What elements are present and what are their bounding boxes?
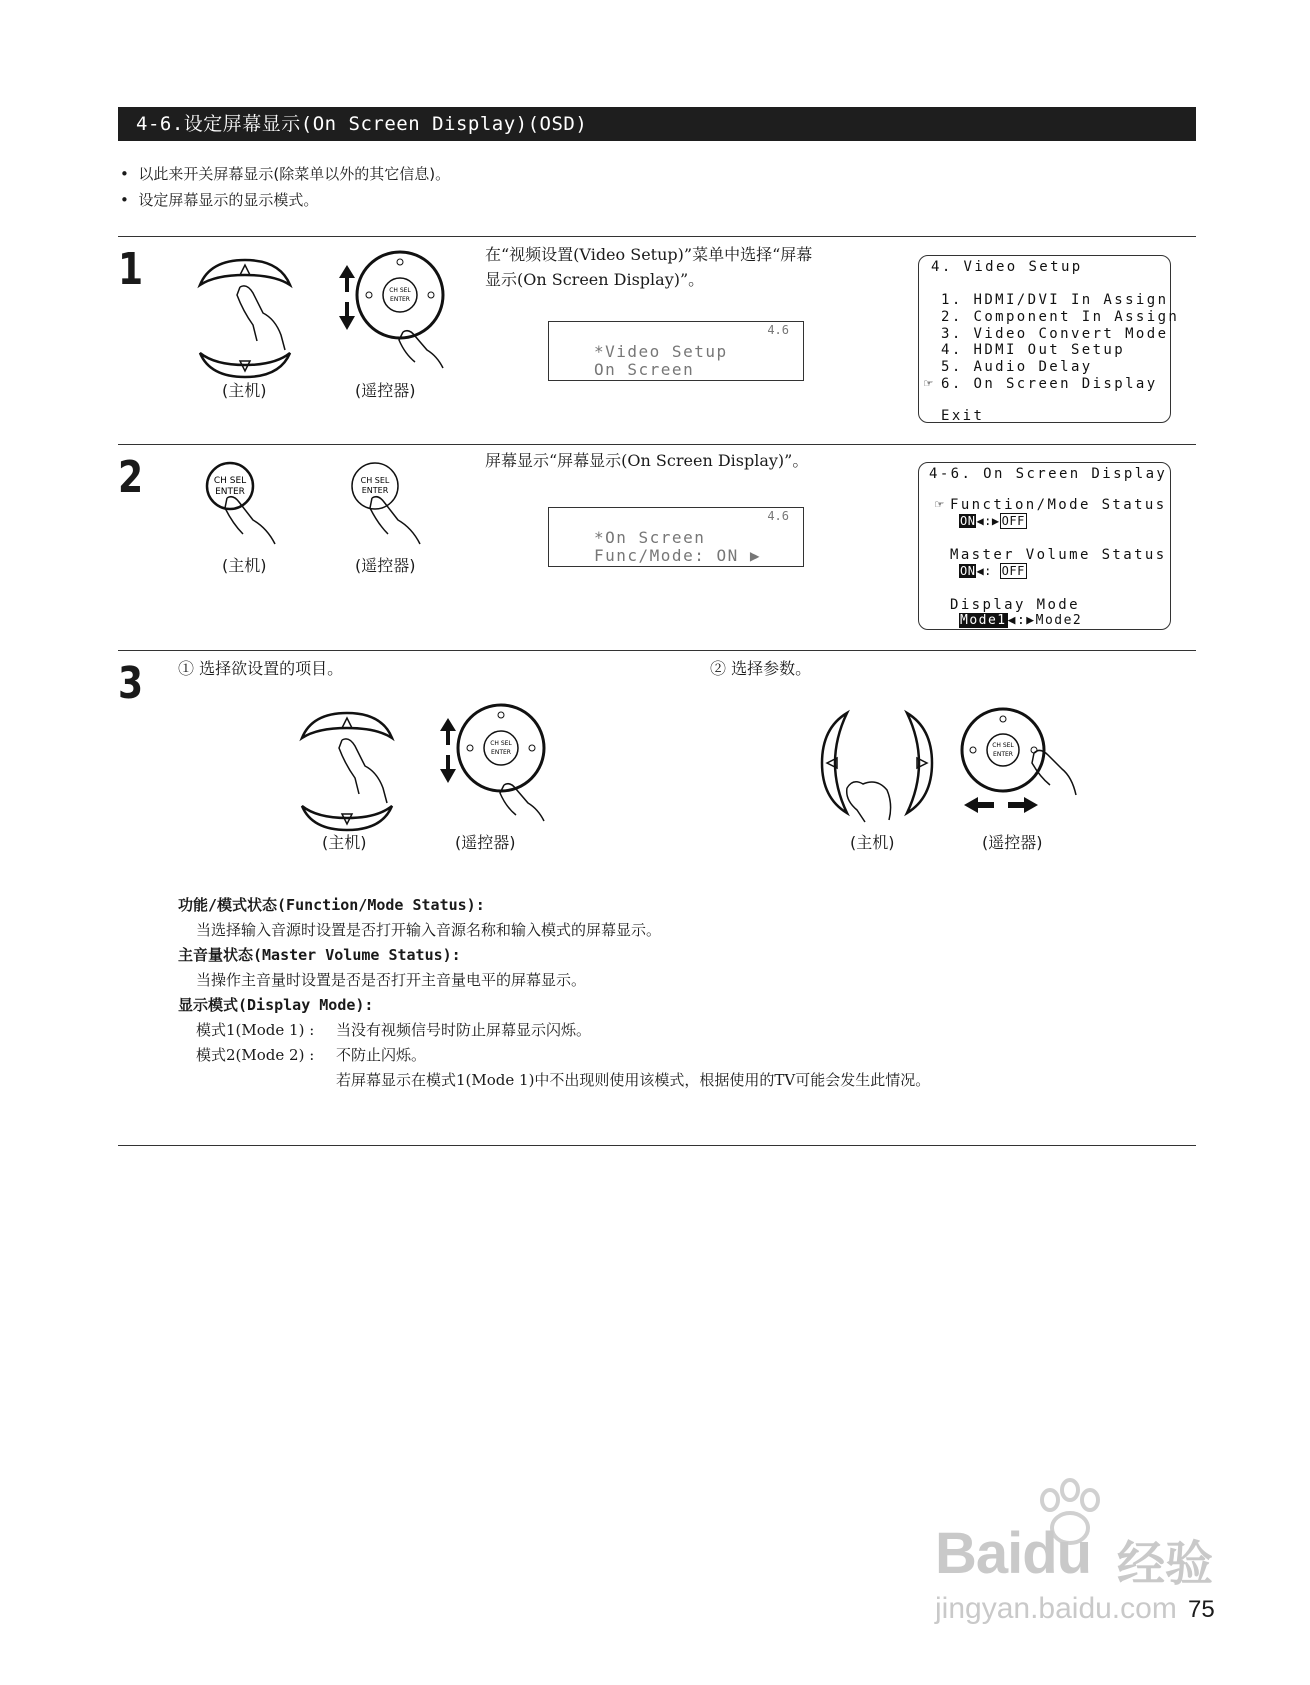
selector-arrows-icon: ◀:▶ (976, 514, 1000, 528)
note-body: 当操作主音量时设置是否是否打开主音量电平的屏幕显示。 (196, 971, 587, 989)
option-on-selected: ON (960, 514, 976, 528)
ch-sel-text: CH SEL (213, 476, 247, 486)
caption-main-unit: (主机) (322, 833, 367, 852)
osd-display-mode-options (959, 613, 1082, 628)
option-mode2: Mode2 (1035, 613, 1083, 628)
step-description (485, 242, 812, 292)
note-mode1-row (178, 1018, 930, 1043)
caption-main-unit: (主机) (850, 833, 895, 852)
note-heading: 主音量状态(Master Volume Status): (178, 946, 461, 964)
divider (118, 650, 1196, 651)
note-mode-text: 不防止闪烁。 (336, 1046, 427, 1064)
intro-bullet-1: • 以此来开关屏幕显示(除菜单以外的其它信息)。 (120, 165, 451, 183)
step3-sub-instruction-2: ② 选择参数。 (710, 659, 812, 678)
osd-menu-item: 4. HDMI Out Setup (941, 342, 1126, 358)
note-heading: 功能/模式状态(Function/Mode Status): (178, 896, 485, 914)
watermark-brand: Baidu (935, 1521, 1092, 1586)
remote-updown-illustration (335, 250, 455, 375)
selector-arrows-icon: ◀: (976, 564, 992, 578)
osd-title: 4-6. On Screen Display (929, 466, 1168, 482)
page-number: 75 (1188, 1596, 1215, 1623)
divider (118, 236, 1196, 237)
main-unit-leftright-buttons-illustration (817, 708, 937, 828)
intro-bullet-text: 以此来开关屏幕显示(除菜单以外的其它信息)。 (138, 165, 451, 183)
osd-menu-item: 5. Audio Delay (941, 359, 1093, 375)
lcd-line: Func/Mode: ON ▶ (594, 546, 761, 565)
caption-remote: (遥控器) (455, 833, 516, 852)
option-off: OFF (1001, 514, 1025, 528)
note-mode2-row (178, 1043, 930, 1068)
divider (118, 444, 1196, 445)
osd-exit: Exit (941, 408, 985, 424)
intro-bullet-text: 设定屏幕显示的显示模式。 (138, 191, 319, 209)
osd-title: 4. Video Setup (931, 259, 1083, 275)
osd-func-mode-label: Function/Mode Status (950, 497, 1167, 513)
lcd-line: *On Screen (594, 528, 706, 547)
step-number: 3 (118, 658, 144, 709)
notes-section (178, 893, 930, 1093)
section-title: 4-6.设定屏幕显示(On Screen Display)(OSD) (118, 107, 1196, 141)
note-heading: 显示模式(Display Mode): (178, 996, 374, 1014)
desc-line: 在“视频设置(Video Setup)”菜单中选择“屏幕 (485, 245, 813, 264)
ch-sel-text: CH SEL (389, 287, 411, 294)
osd-func-mode-options (959, 514, 1027, 528)
lcd-code: 4.6 (767, 323, 789, 337)
intro-bullet-2: • 设定屏幕显示的显示模式。 (120, 191, 319, 209)
enter-text: ENTER (361, 486, 389, 495)
step3-sub-instruction-1: ① 选择欲设置的项目。 (178, 659, 344, 678)
caption-remote: (遥控器) (355, 556, 416, 575)
front-display-lcd (548, 321, 804, 381)
enter-text: ENTER (993, 751, 1013, 758)
remote-leftright-illustration (958, 705, 1083, 825)
desc-line: 显示(On Screen Display)”。 (485, 270, 705, 289)
lcd-line: On Screen (594, 360, 695, 379)
note-mode-label: 模式1(Mode 1) : (196, 1021, 315, 1039)
osd-menu-item-selected: 6. On Screen Display (941, 376, 1158, 392)
selector-arrows-icon: ◀:▶ (1007, 613, 1036, 628)
note-mode-text: 当没有视频信号时防止屏幕显示闪烁。 (336, 1021, 592, 1039)
option-on-selected: ON (960, 564, 976, 578)
osd-display-mode-label: Display Mode (950, 597, 1080, 613)
enter-text: ENTER (215, 487, 245, 497)
osd-master-volume-options (959, 564, 1027, 578)
front-display-lcd (548, 507, 804, 567)
step-description: 屏幕显示“屏幕显示(On Screen Display)”。 (485, 451, 809, 470)
divider (118, 1145, 1196, 1146)
ch-sel-text: CH SEL (490, 740, 512, 747)
note-extra: 若屏幕显示在模式1(Mode 1)中不出现则使用该模式，根据使用的TV可能会发生此情况。 (336, 1071, 931, 1089)
osd-menu-item: 2. Component In Assign (941, 309, 1180, 325)
note-body: 当选择输入音源时设置是否打开输入音源名称和输入模式的屏幕显示。 (196, 921, 662, 939)
osd-menu-item: 3. Video Convert Mode (941, 326, 1169, 342)
option-mode1-selected: Mode1 (960, 613, 1007, 628)
main-unit-updown-buttons-illustration (195, 255, 295, 395)
caption-main-unit: (主机) (222, 381, 267, 400)
option-off: OFF (1001, 564, 1025, 578)
note-mode-label: 模式2(Mode 2) : (196, 1046, 315, 1064)
enter-text: ENTER (390, 296, 410, 303)
main-unit-enter-button-illustration (205, 458, 290, 548)
step-number: 2 (118, 452, 144, 503)
lcd-line: *Video Setup (594, 342, 728, 361)
watermark-url: jingyan.baidu.com (935, 1592, 1177, 1625)
pointing-hand-cursor-icon: ☞ (935, 497, 944, 513)
caption-remote: (遥控器) (982, 833, 1043, 852)
osd-on-screen-display-menu (918, 462, 1171, 630)
remote-updown-illustration (436, 703, 556, 828)
lcd-code: 4.6 (767, 509, 789, 523)
ch-sel-text: CH SEL (360, 476, 390, 485)
remote-enter-button-illustration (350, 458, 435, 548)
caption-remote: (遥控器) (355, 381, 416, 400)
osd-video-setup-menu (918, 255, 1180, 424)
osd-menu-item: 1. HDMI/DVI In Assign (941, 292, 1169, 308)
ch-sel-text: CH SEL (992, 742, 1014, 749)
main-unit-updown-buttons-illustration (297, 708, 397, 848)
step-number: 1 (118, 244, 144, 295)
caption-main-unit: (主机) (222, 556, 267, 575)
watermark-cn: 经验 (1117, 1538, 1214, 1591)
enter-text: ENTER (491, 749, 511, 756)
osd-master-volume-label: Master Volume Status (950, 547, 1167, 563)
pointing-hand-cursor-icon: ☞ (924, 376, 933, 392)
